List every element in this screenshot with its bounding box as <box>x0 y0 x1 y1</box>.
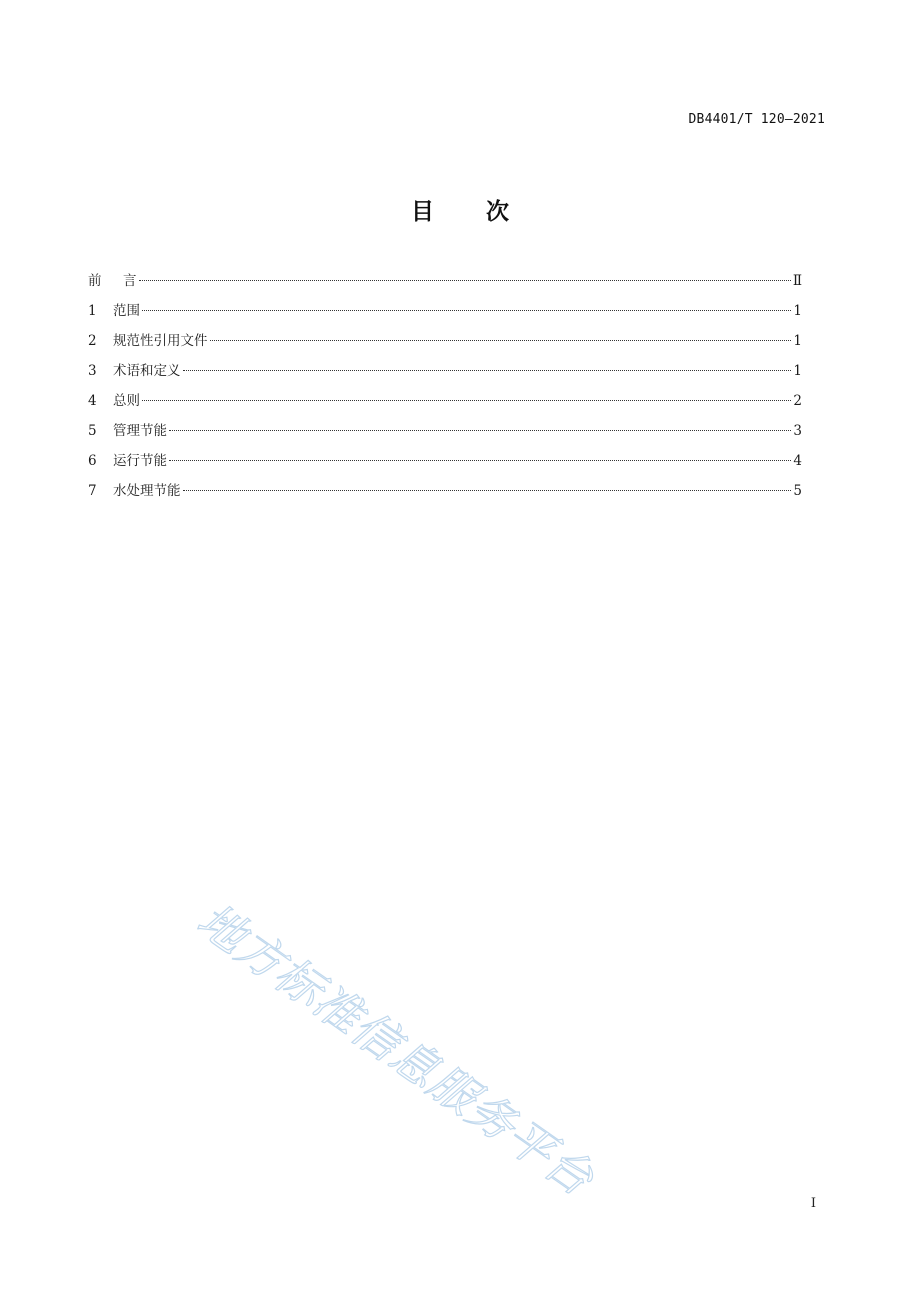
toc-entry-page: Ⅱ <box>792 273 802 289</box>
toc-entry-normative-references[interactable] <box>88 330 802 360</box>
toc-entry-number: 前 <box>88 273 102 289</box>
document-code: DB4401/T 120—2021 <box>688 112 825 127</box>
toc-dot-leader <box>210 340 792 341</box>
toc-entry-page: 5 <box>793 483 802 499</box>
toc-entry-page: 1 <box>793 333 802 349</box>
watermark: 地方标准信息服务平台 <box>187 892 604 1207</box>
title-char-2: 次 <box>486 199 509 225</box>
toc-entry-label: 言 <box>123 273 137 289</box>
toc-dot-leader <box>169 460 791 461</box>
toc-entry-label: 范围 <box>113 303 140 319</box>
toc-dot-leader <box>169 430 791 431</box>
toc-dot-leader <box>183 490 792 491</box>
toc-entry-label: 管理节能 <box>113 423 167 439</box>
toc-entry-label: 总则 <box>113 393 140 409</box>
toc-entry-general[interactable] <box>88 390 802 420</box>
toc-entry-label: 运行节能 <box>113 453 167 469</box>
toc-entry-number: 6 <box>88 453 97 469</box>
table-of-contents <box>88 270 802 510</box>
toc-dot-leader <box>139 280 791 281</box>
toc-entry-page: 1 <box>793 363 802 379</box>
toc-entry-number: 2 <box>88 333 97 349</box>
toc-entry-label: 术语和定义 <box>113 363 181 379</box>
toc-dot-leader <box>142 400 791 401</box>
toc-entry-label: 规范性引用文件 <box>113 333 208 349</box>
toc-entry-number: 1 <box>88 303 97 319</box>
title-char-1: 目 <box>411 199 434 225</box>
toc-entry-scope[interactable] <box>88 300 802 330</box>
toc-entry-foreword[interactable] <box>88 270 802 300</box>
toc-entry-number: 7 <box>88 483 97 499</box>
toc-entry-number: 3 <box>88 363 97 379</box>
page-title <box>0 193 920 226</box>
toc-dot-leader <box>183 370 792 371</box>
toc-entry-number: 4 <box>88 393 97 409</box>
toc-entry-label: 水处理节能 <box>113 483 181 499</box>
toc-entry-page: 2 <box>793 393 802 409</box>
toc-entry-page: 4 <box>793 453 802 469</box>
toc-entry-terms-definitions[interactable] <box>88 360 802 390</box>
toc-entry-number: 5 <box>88 423 97 439</box>
toc-entry-water-treatment[interactable] <box>88 480 802 510</box>
toc-entry-page: 1 <box>793 303 802 319</box>
toc-entry-operation[interactable] <box>88 450 802 480</box>
toc-entry-page: 3 <box>793 423 802 439</box>
toc-entry-management[interactable] <box>88 420 802 450</box>
toc-dot-leader <box>142 310 791 311</box>
page-number: I <box>810 1196 816 1211</box>
